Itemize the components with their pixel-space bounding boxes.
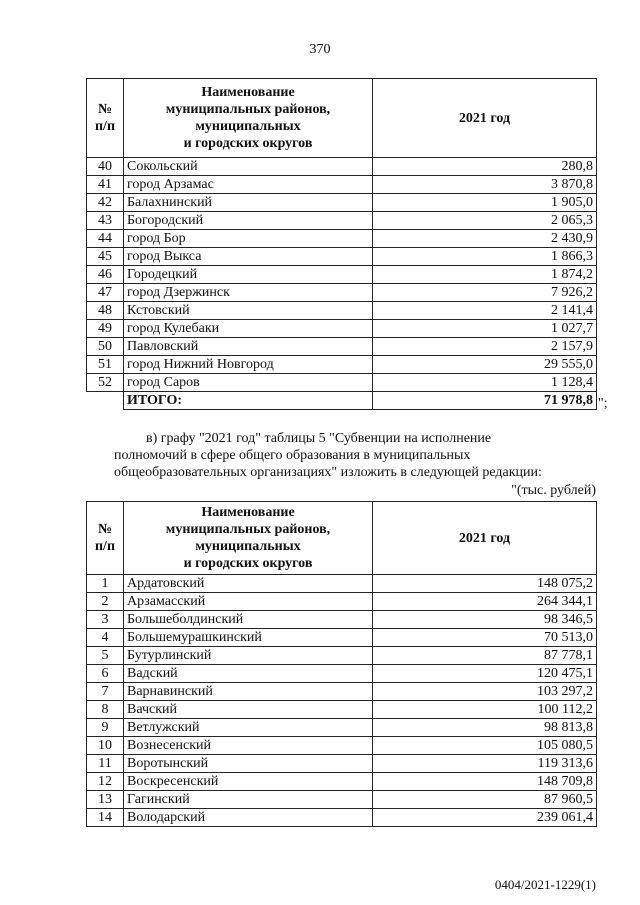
row-number: 50 <box>87 338 124 356</box>
amount-value: 87 778,1 <box>373 647 597 665</box>
table-row <box>87 158 597 176</box>
row-number: 51 <box>87 356 124 374</box>
amount-value: 103 297,2 <box>373 683 597 701</box>
amount-value: 148 709,8 <box>373 773 597 791</box>
amount-value: 70 513,0 <box>373 629 597 647</box>
row-number: 43 <box>87 212 124 230</box>
row-number: 11 <box>87 755 124 773</box>
subsidy-table-continued <box>86 78 597 410</box>
header-line: п/п <box>94 119 116 134</box>
amount-value: 105 080,5 <box>373 737 597 755</box>
row-number: 46 <box>87 266 124 284</box>
table-row <box>87 194 597 212</box>
row-number: 12 <box>87 773 124 791</box>
amount-value: 3 870,8 <box>373 176 597 194</box>
amount-value: 1 128,4 <box>373 374 597 392</box>
paragraph-line: в) графу "2021 год" таблицы 5 "Субвенции на исполнение <box>146 431 492 446</box>
district-name: Гагинский <box>124 791 373 809</box>
row-number: 45 <box>87 248 124 266</box>
amount-value: 119 313,6 <box>373 755 597 773</box>
district-name: Большемурашкинский <box>124 629 373 647</box>
row-number: 42 <box>87 194 124 212</box>
row-number: 1 <box>87 575 124 593</box>
table-row <box>87 629 597 647</box>
district-name: Сокольский <box>124 158 373 176</box>
total-label: ИТОГО: <box>124 392 373 410</box>
district-name: Павловский <box>124 338 373 356</box>
row-number: 4 <box>87 629 124 647</box>
row-number: 13 <box>87 791 124 809</box>
row-number: 52 <box>87 374 124 392</box>
district-name: Ардатовский <box>124 575 373 593</box>
amount-value: 29 555,0 <box>373 356 597 374</box>
header-number <box>87 79 124 158</box>
header-line: и городских округов <box>183 136 313 151</box>
amount-value: 1 874,2 <box>373 266 597 284</box>
header-name <box>124 502 373 575</box>
table-row <box>87 248 597 266</box>
amount-value: 280,8 <box>373 158 597 176</box>
district-name: Вачский <box>124 701 373 719</box>
header-line: муниципальных районов, <box>165 102 331 117</box>
district-name: Большеболдинский <box>124 611 373 629</box>
row-number: 7 <box>87 683 124 701</box>
amount-value: 2 141,4 <box>373 302 597 320</box>
header-year: 2021 год <box>373 79 597 158</box>
amendment-paragraph <box>114 430 596 481</box>
table-row <box>87 320 597 338</box>
table-row <box>87 647 597 665</box>
amount-value: 148 075,2 <box>373 575 597 593</box>
district-name: Володарский <box>124 809 373 827</box>
table-row <box>87 719 597 737</box>
amount-value: 2 065,3 <box>373 212 597 230</box>
paragraph-line: полномочий в сфере общего образования в муниципальных <box>114 448 471 463</box>
district-name: город Выкса <box>124 248 373 266</box>
district-name: Богородский <box>124 212 373 230</box>
district-name: город Саров <box>124 374 373 392</box>
amount-value: 1 866,3 <box>373 248 597 266</box>
district-name: город Дзержинск <box>124 284 373 302</box>
header-number <box>87 502 124 575</box>
district-name: город Бор <box>124 230 373 248</box>
row-number: 41 <box>87 176 124 194</box>
table-row <box>87 302 597 320</box>
table-row <box>87 230 597 248</box>
header-line: № <box>97 102 113 117</box>
table-row <box>87 575 597 593</box>
closing-quote: "; <box>598 396 608 411</box>
row-number: 2 <box>87 593 124 611</box>
page-number: 370 <box>309 42 331 57</box>
amount-value: 239 061,4 <box>373 809 597 827</box>
district-name: Арзамасский <box>124 593 373 611</box>
header-year: 2021 год <box>373 502 597 575</box>
table-row <box>87 611 597 629</box>
header-line: и городских округов <box>183 556 313 571</box>
row-number: 6 <box>87 665 124 683</box>
amount-value: 120 475,1 <box>373 665 597 683</box>
table-row <box>87 701 597 719</box>
unit-note: "(тыс. рублей) <box>511 483 596 498</box>
row-number: 40 <box>87 158 124 176</box>
amount-value: 2 430,9 <box>373 230 597 248</box>
document-code: 0404/2021-1229(1) <box>494 877 596 892</box>
subvention-table <box>86 501 597 827</box>
header-line: Наименование <box>201 85 295 100</box>
row-number: 48 <box>87 302 124 320</box>
header-name <box>124 79 373 158</box>
amount-value: 1 905,0 <box>373 194 597 212</box>
table-row <box>87 593 597 611</box>
row-number: 44 <box>87 230 124 248</box>
table-row <box>87 791 597 809</box>
row-number: 9 <box>87 719 124 737</box>
table-row <box>87 809 597 827</box>
row-number: 10 <box>87 737 124 755</box>
amount-value: 98 813,8 <box>373 719 597 737</box>
table-row <box>87 737 597 755</box>
district-name: город Нижний Новгород <box>124 356 373 374</box>
district-name: Бутурлинский <box>124 647 373 665</box>
amount-value: 98 346,5 <box>373 611 597 629</box>
district-name: Воротынский <box>124 755 373 773</box>
row-number: 49 <box>87 320 124 338</box>
row-number: 5 <box>87 647 124 665</box>
district-name: Варнавинский <box>124 683 373 701</box>
header-line: Наименование <box>201 505 295 520</box>
district-name: город Арзамас <box>124 176 373 194</box>
amount-value: 2 157,9 <box>373 338 597 356</box>
amount-value: 87 960,5 <box>373 791 597 809</box>
table-row <box>87 356 597 374</box>
district-name: Городецкий <box>124 266 373 284</box>
header-line: № <box>97 522 113 537</box>
district-name: Воскресенский <box>124 773 373 791</box>
district-name: Ветлужский <box>124 719 373 737</box>
amount-value: 7 926,2 <box>373 284 597 302</box>
paragraph-line: общеобразовательных организациях" изложить в следующей редакции: <box>114 465 542 480</box>
table-row <box>87 755 597 773</box>
table-row <box>87 212 597 230</box>
total-empty-cell <box>87 392 124 410</box>
total-value: 71 978,8 <box>373 392 597 410</box>
table-row <box>87 683 597 701</box>
district-name: Кстовский <box>124 302 373 320</box>
district-name: город Кулебаки <box>124 320 373 338</box>
district-name: Вадский <box>124 665 373 683</box>
header-line: муниципальных районов, <box>165 522 331 537</box>
amount-value: 100 112,2 <box>373 701 597 719</box>
district-name: Балахнинский <box>124 194 373 212</box>
table-row <box>87 176 597 194</box>
total-row <box>87 392 597 410</box>
row-number: 14 <box>87 809 124 827</box>
amount-value: 264 344,1 <box>373 593 597 611</box>
table-row <box>87 338 597 356</box>
table-row <box>87 284 597 302</box>
row-number: 8 <box>87 701 124 719</box>
header-line: п/п <box>94 539 116 554</box>
table-row <box>87 374 597 392</box>
row-number: 3 <box>87 611 124 629</box>
district-name: Вознесенский <box>124 737 373 755</box>
header-line: муниципальных <box>195 539 301 554</box>
table-row <box>87 773 597 791</box>
row-number: 47 <box>87 284 124 302</box>
table-row <box>87 665 597 683</box>
header-line: муниципальных <box>195 119 301 134</box>
amount-value: 1 027,7 <box>373 320 597 338</box>
table-row <box>87 266 597 284</box>
